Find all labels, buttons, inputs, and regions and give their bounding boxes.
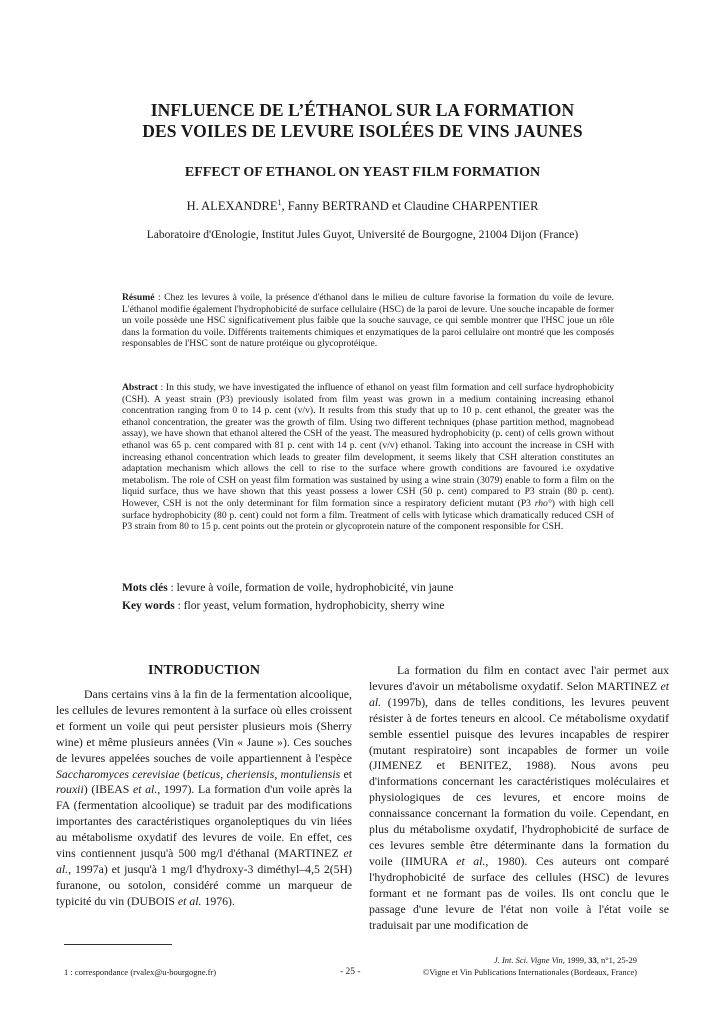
key-words-line	[122, 600, 614, 612]
text-run: Dans certains vins à la fin de la fermentation alcoolique, les cellules de levures remontent à la surface où elles croissent et forment un voile qui peut persister plusieurs mois (Sherry wine) et même plusieurs années (Vin « Jaune »). Ces souches de levures appelées souches de voile appartiennent à l'espèce	[56, 687, 352, 765]
text-run: , 1997). La formation d'un voile après la FA (fermentation alcoolique) se traduit par des modifications importantes des caractéristiques organoleptiques du vin liées au métabolisme oxydatif des levures de voile. En effet, ces vins contiennent jusqu'à 500 mg/l d'éthanal (MARTINEZ	[56, 782, 352, 861]
abstract-label: Abstract	[122, 382, 158, 393]
first-author: H. ALEXANDRE	[186, 199, 278, 213]
citation-etal: et al.	[369, 678, 669, 709]
variety-name: beticus	[186, 766, 221, 781]
variety-name: montuliensis	[280, 766, 341, 781]
text-run: (	[179, 766, 187, 781]
page-number: - 25 -	[340, 967, 361, 977]
title-english: EFFECT OF ETHANOL ON YEAST FILM FORMATION	[184, 165, 541, 180]
abstract-text-part2: ) with high cell surface hydrophobicity (80 p. cent) could not form a film. Treatment of cells with lyticase which dramatically reduced CSH of P3 strain from 80 to 15 p. cent points out the protein or glycoprotein nature of the component responsible for CSH.	[122, 497, 615, 533]
copyright-notice: ©Vigne et Vin Publications Internationales (Bordeaux, France)	[422, 967, 637, 977]
citation-etal: et al.	[132, 782, 158, 797]
key-words-text: : flor yeast, velum formation, hydrophobicity, sherry wine	[174, 600, 445, 612]
species-name: Saccharomyces cerevisiae	[56, 766, 180, 781]
intro-paragraph-1	[56, 687, 352, 910]
section-heading-introduction: INTRODUCTION	[147, 663, 260, 678]
abstract-italic-mutant: rho°	[534, 497, 552, 509]
author-list	[60, 199, 665, 214]
resume-text: : Chez les levures à voile, la présence d'éthanol dans le milieu de culture favorise la formation du voile de levure. L'éthanol modifie également l'hydrophobicité de surface cellulaire (HSC) de la paroi de levure. Une souche incapable de former un voile possède une HSC significativement plus faible que la souche sauvage, ce qui semble montrer que l'HSC joue un rôle dans la formation du voile. Différents traitements chimiques et enzymatiques de la paroi cellulaire ont montré que les composés responsables de l'HSC sont de nature protéique ou glycoprotéique.	[122, 292, 614, 350]
variety-name: cheriensis	[226, 766, 275, 781]
resume-block	[122, 292, 614, 350]
footnote: 1 : correspondance (rvalex@u-bourgogne.fr)	[64, 967, 217, 977]
text-run: ,	[220, 766, 227, 781]
affiliation: Laboratoire d'Œnologie, Institut Jules Guyot, Université de Bourgogne, 21004 Dijon (France)	[146, 229, 579, 241]
abstract-block	[122, 382, 614, 533]
key-words-label: Key words	[122, 600, 175, 612]
abstract-text-part1: : In this study, we have investigated the influence of ethanol on yeast film formation and cell surface hydrophobicity (CSH). A yeast strain (P3) previously isolated from film yeast was grown in a medium containing increasing ethanol concentration ranging from 0 to 14 p. cent (v/v). It results from this study that up to 10 p. cent ethanol, the greater was the ethanol concentration, the greater was the growth of film. Using two different techniques (phase partition method, magnobead assay), we have shown that ethanol altered the CSH of the yeast. The measured hydrophobicity (p. cent) of cells grown without ethanol was 65 p. cent compared with 81 p. cent with 14 p. cent (v/v) ethanol. Taking into account the increase in CSH with increasing ethanol concentration which leads to greater film development, it seems likely that CSH alteration constitutes an adaptation mechanism which allows the cell to rise to the surface where growth conditions are favoured i.e oxydative metabolism. The role of CSH on yeast film formation was sustained by using a wine strain (3079) enable to form a film on the liquid surface, thus we have shown that this yeast possess a lower CSH (50 p. cent) compared to P3 strain (80 p. cent). However, CSH is not the only determinant for film formation since a respiratory deficient mutant (P3	[122, 382, 614, 509]
resume-label: Résumé	[122, 292, 155, 303]
journal-volume: 33	[588, 955, 597, 965]
mots-cles-line	[122, 582, 614, 594]
text-run: La formation du film en contact avec l'air permet aux levures d'avoir un métabolisme oxydatif. Selon MARTINEZ	[369, 663, 669, 693]
intro-paragraph-2	[369, 663, 669, 933]
title-french-line2: DES VOILES DE LEVURE ISOLÉES DE VINS JAUNES	[142, 121, 583, 141]
text-run: ,	[274, 766, 281, 781]
mots-cles-text: : levure à voile, formation de voile, hydrophobicité, vin jaune	[167, 582, 454, 594]
citation-etal: et al.	[56, 846, 352, 876]
citation-etal: et al.	[456, 853, 486, 868]
text-run: , 1980). Ces auteurs ont comparé l'hydrophobicité de surface des cellules (HSC) de levures formant et ne formant pas de voiles. Ils ont conclu que le passage d'une levure de l'état non voile à l'état voile se traduisait par une modification de	[369, 853, 669, 932]
footnote-divider	[64, 944, 172, 945]
citation-etal: et al.	[177, 893, 202, 908]
journal-name: J. Int. Sci. Vigne Vin	[493, 955, 563, 965]
journal-issue-pages: , n°1, 25-29	[596, 955, 637, 965]
text-run: et	[340, 766, 352, 781]
title-french-line1: INFLUENCE DE L’ÉTHANOL SUR LA FORMATION	[150, 100, 575, 120]
author-footnote-mark: 1	[277, 197, 282, 207]
journal-year: , 1999,	[562, 955, 589, 965]
journal-citation	[494, 955, 637, 965]
text-run: (1997b), dans de telles conditions, les levures peuvent résister à de fortes teneurs en alcool. Ce métabolisme oxydatif semble essentiel puisque des levures incapables de respirer (mutant respiratoire) sont incapables de former un voile (JIMENEZ et BENITEZ, 1988). Nous avons peu d'informations concernant les caractéristiques moléculaires et physiologiques de ces levures, et encore moins de connaissance concernant la formation du voile. Cependant, en plus du métabolisme oxydatif, l'hydrophobicité de surface de ces levures semble être déterminante dans la formation du voile (IIMURA	[369, 694, 669, 868]
variety-name: rouxii	[56, 782, 84, 797]
column-left	[56, 663, 352, 910]
text-run: ) (IBEAS	[83, 782, 133, 797]
text-run: , 1997a) et jusqu'à 1 mg/l d'hydroxy-3 diméthyl–4,5 2(5H) furanone, ou sotolon, considéré comme un marqueur de typicité du vin (DUBOIS	[56, 861, 352, 908]
other-authors: , Fanny BERTRAND et Claudine CHARPENTIER	[281, 199, 539, 213]
mots-cles-label: Mots clés	[122, 582, 168, 594]
column-right	[369, 663, 669, 933]
text-run: 1976).	[201, 893, 235, 908]
